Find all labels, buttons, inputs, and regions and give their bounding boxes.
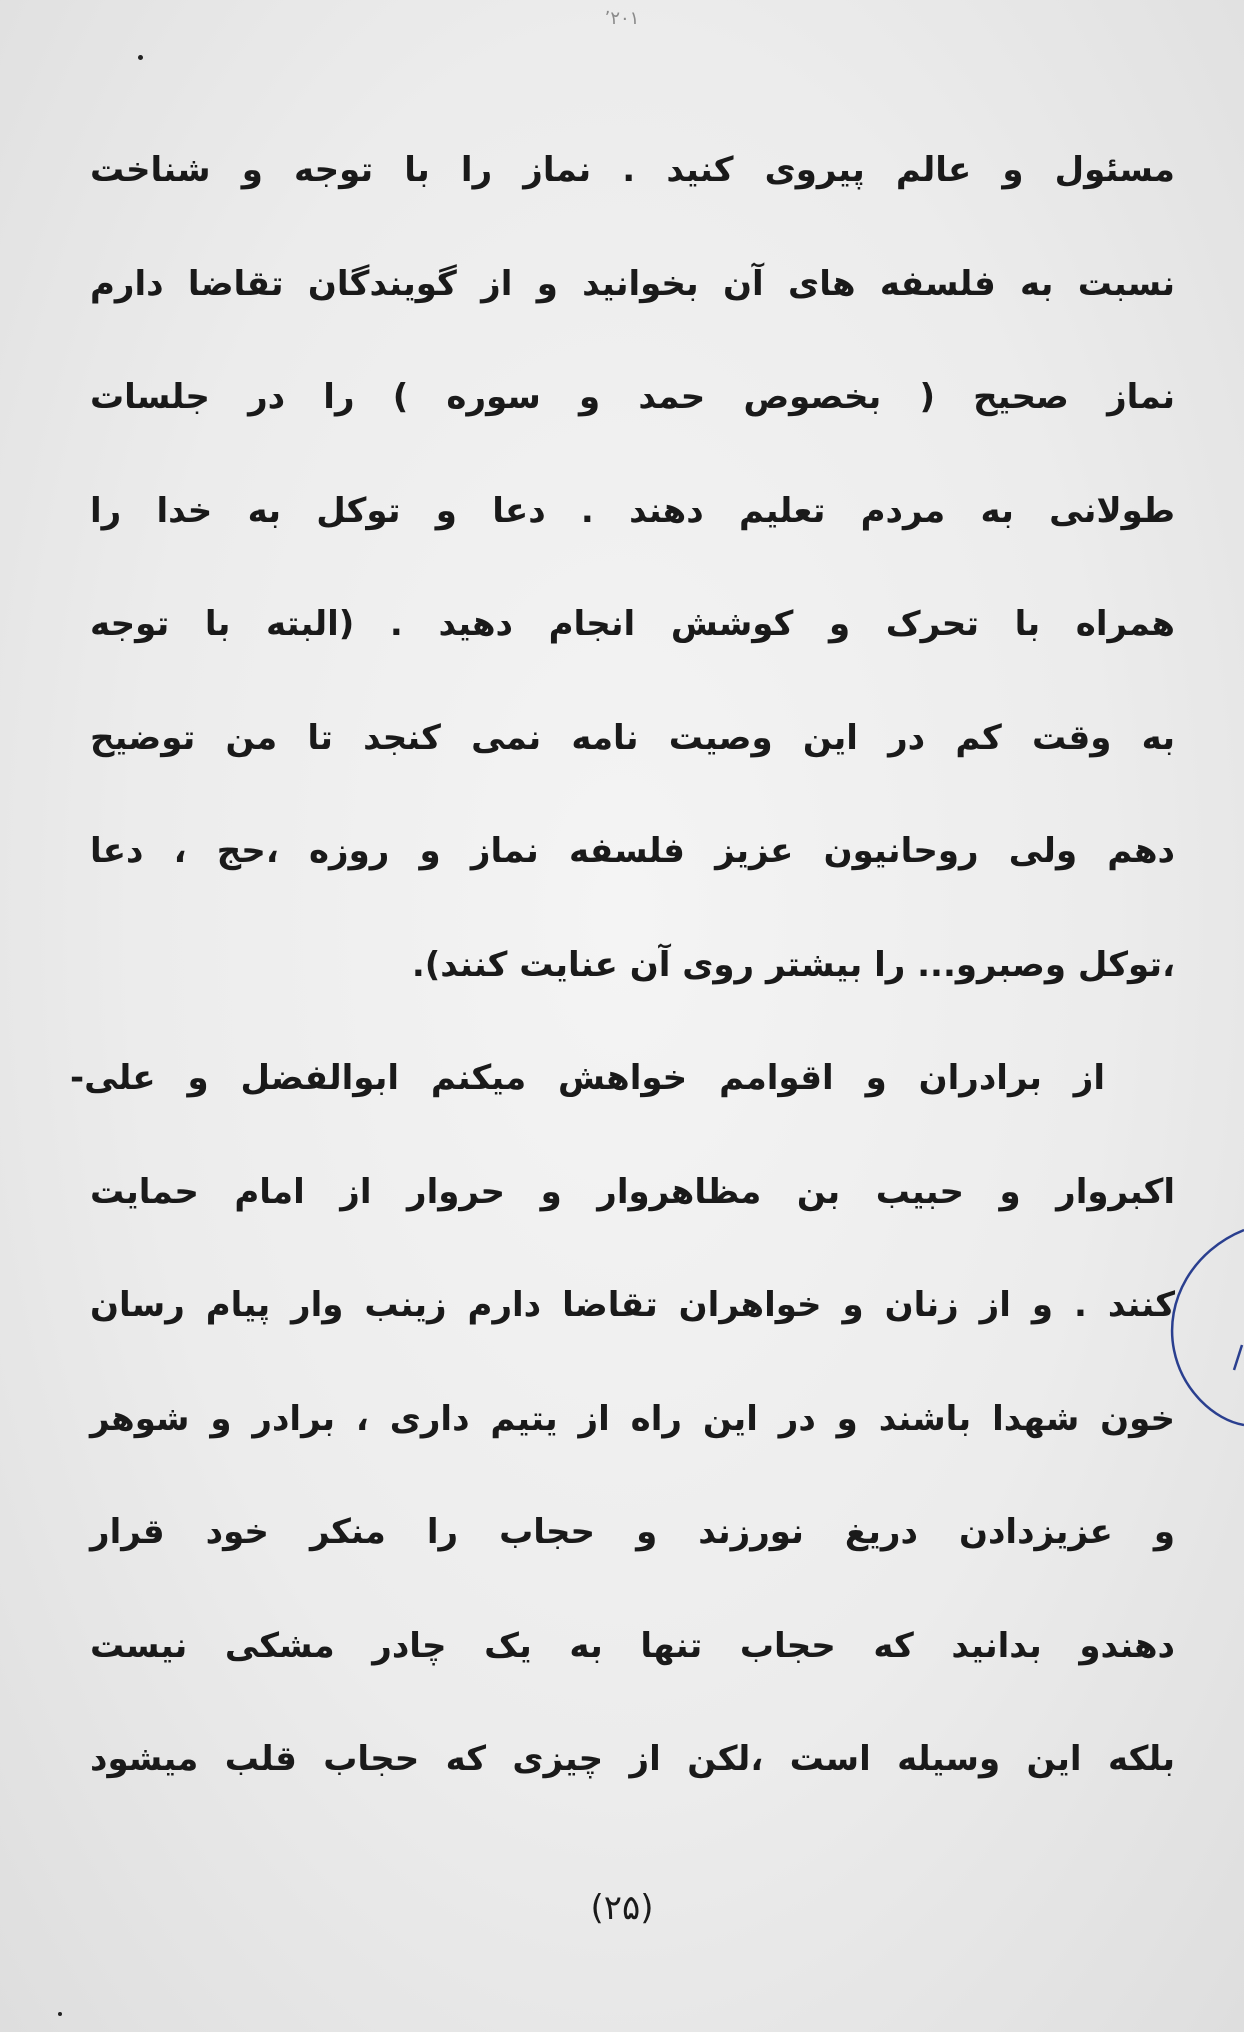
text-line: نماز صحیح ( بخصوص حمد و سوره ) را در جلسات (90, 377, 1175, 417)
text-line: و عزیزدادن دریغ نورزند و حجاب را منکر خود قرار (90, 1512, 1175, 1552)
text-line: ،توکل وصبرو... را بیشتر روی آن عنایت کنند). (411, 944, 1175, 985)
text-line: خون شهدا باشند و در این راه از یتیم داری ، برادر و شوهر (90, 1398, 1175, 1439)
speck (58, 2012, 62, 2016)
faint-header-mark: ٬٢٠١ (604, 8, 640, 29)
pen-mark (1134, 1220, 1244, 1450)
text-line: طولانی به مردم تعلیم دهند . دعا و توکل به خدا را (90, 490, 1175, 531)
text-line: کنند . و از زنان و خواهران تقاضا دارم زینب وار پیام رسان (90, 1285, 1175, 1325)
text-line: به وقت کم در این وصیت نامه نمی کنجد تا من توضیح (90, 717, 1175, 758)
speck (138, 55, 143, 60)
text-line: مسئول و عالم پیروی کنید . نماز را با توجه و شناخت (90, 150, 1175, 190)
text-line: نسبت به فلسفه های آن بخوانید و از گویندگان تقاضا دارم (90, 263, 1175, 304)
text-line: دهم ولی روحانیون عزیز فلسفه نماز و روزه ،حج ، دعا (90, 831, 1175, 871)
text-line: دهندو بدانید که حجاب تنها به یک چادر مشکی نیست (90, 1625, 1175, 1666)
body-text (70, 130, 1175, 1833)
text-line: بلکه این وسیله است ،لکن از چیزی که حجاب قلب میشود (90, 1739, 1175, 1779)
text-line: از برادران و اقوامم خواهش میکنم ابوالفضل و علی- (70, 1058, 1105, 1098)
page-number: (۲۵) (590, 1888, 654, 1928)
text-line: همراه با تحرک و کوشش انجام دهید . (البته با توجه (90, 604, 1175, 644)
text-line: اکبروار و حبیب بن مظاهروار و حروار از امام حمایت (90, 1171, 1175, 1212)
